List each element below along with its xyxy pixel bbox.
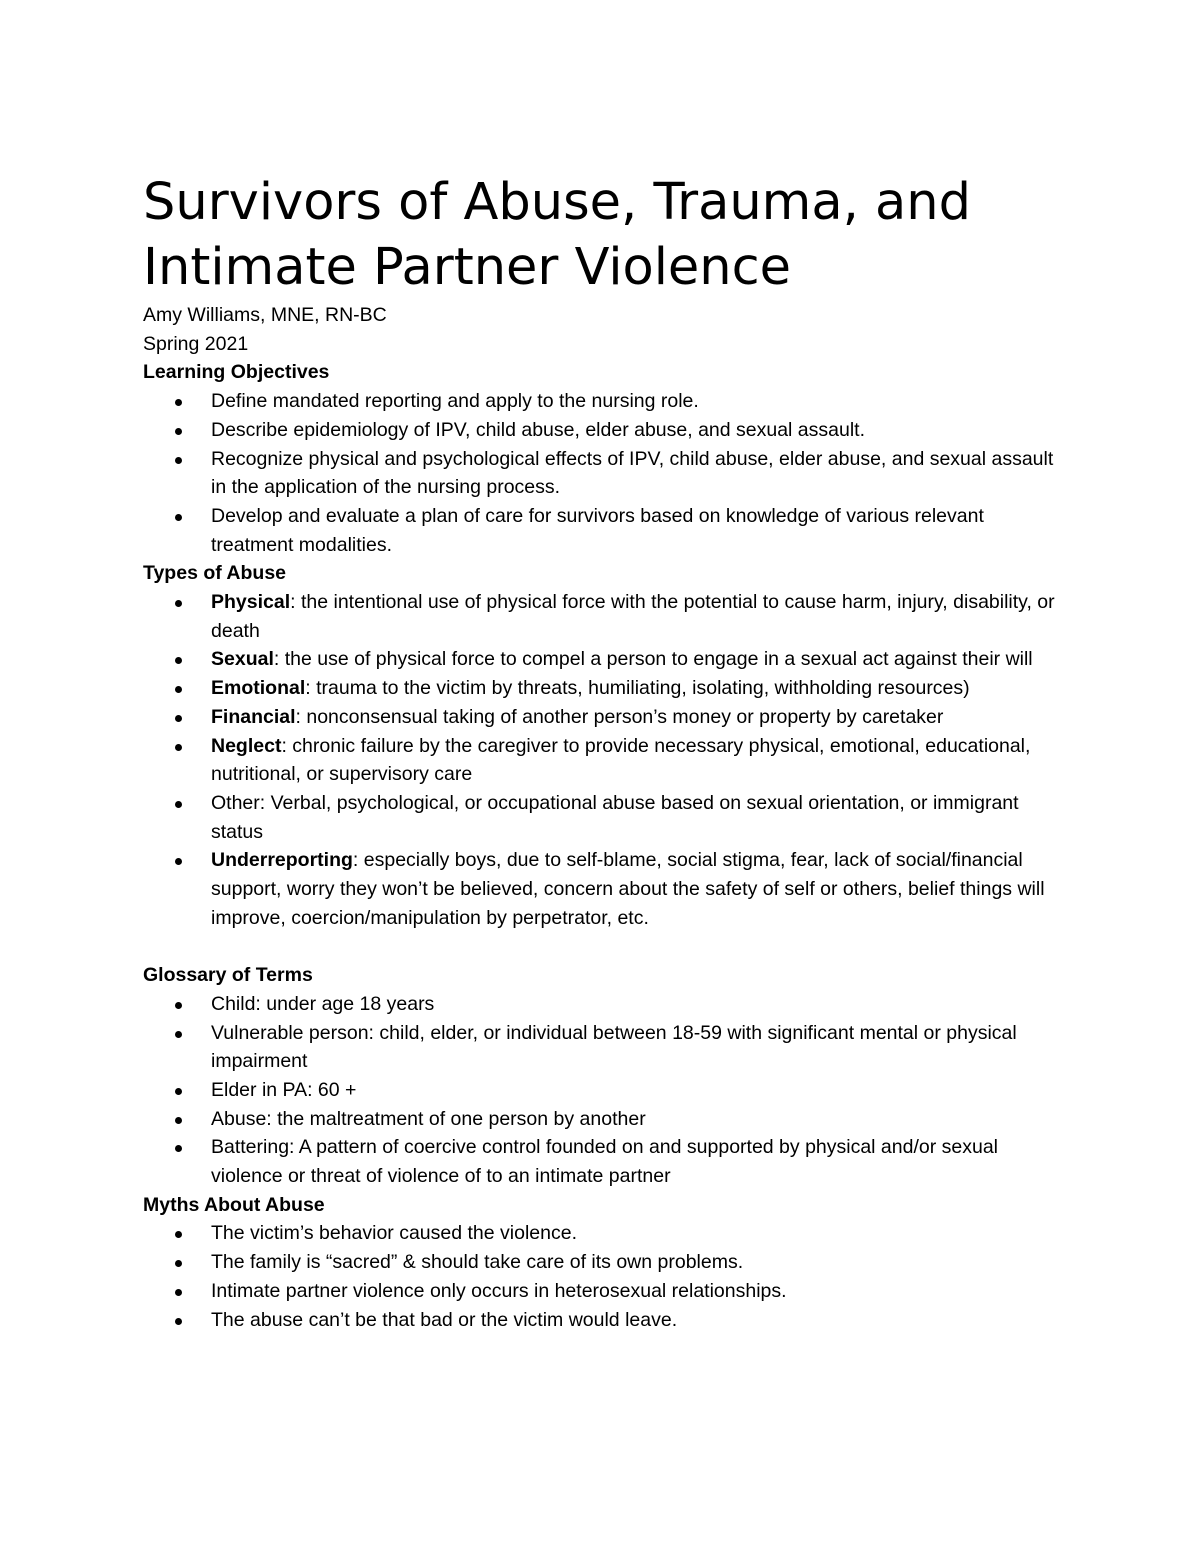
bullet-icon: [175, 1318, 182, 1325]
list-item: Battering: A pattern of coercive control founded on and supported by physical and/or sexual violence or threat of violence of to an intimate partner: [143, 1133, 1063, 1190]
list-item: Describe epidemiology of IPV, child abuse, elder abuse, and sexual assault.: [143, 416, 1063, 445]
learning-objectives-list: [143, 387, 1063, 559]
list-item: [143, 703, 1063, 732]
term-label: Emotional: [211, 677, 306, 700]
list-item: [143, 645, 1063, 674]
term-label: Underreporting: [211, 849, 353, 872]
bullet-icon: [175, 801, 182, 808]
author-line: Amy Williams, MNE, RN-BC: [143, 304, 387, 326]
glossary-heading: Glossary of Terms: [143, 964, 313, 987]
list-item: Abuse: the maltreatment of one person by another: [143, 1105, 1063, 1134]
list-item: [143, 588, 1063, 645]
term-label: Sexual: [211, 648, 274, 671]
bullet-icon: [175, 514, 182, 521]
list-item: The abuse can’t be that bad or the victim would leave.: [143, 1306, 1063, 1335]
bullet-icon: [175, 858, 182, 865]
bullet-icon: [175, 744, 182, 751]
term-label: Physical: [211, 591, 291, 614]
bullet-icon: [175, 715, 182, 722]
term-definition: : the intentional use of physical force with the potential to cause harm, injury, disability, or death: [211, 591, 1055, 642]
list-item: Elder in PA: 60 +: [143, 1076, 1063, 1105]
title-line-1: Survivors of Abuse, Trauma, and: [143, 173, 971, 232]
list-item: [143, 846, 1063, 932]
list-item: Develop and evaluate a plan of care for survivors based on knowledge of various relevant treatment modalities.: [143, 502, 1063, 559]
bullet-icon: [175, 686, 182, 693]
bullet-icon: [175, 1031, 182, 1038]
glossary-list: [143, 990, 1063, 1191]
list-item: Child: under age 18 years: [143, 990, 1063, 1019]
document-page: [143, 170, 1063, 1334]
title-line-2: Intimate Partner Violence: [143, 238, 792, 297]
list-item: The family is “sacred” & should take care of its own problems.: [143, 1248, 1063, 1277]
list-item: The victim’s behavior caused the violence.: [143, 1219, 1063, 1248]
bullet-icon: [175, 1231, 182, 1238]
term-label: Neglect: [211, 734, 282, 757]
term-definition: : nonconsensual taking of another person’s money or property by caretaker: [295, 705, 944, 728]
list-item: Intimate partner violence only occurs in heterosexual relationships.: [143, 1277, 1063, 1306]
list-item: [143, 732, 1063, 789]
list-item: Vulnerable person: child, elder, or individual between 18-59 with significant mental or physical impairment: [143, 1019, 1063, 1076]
bullet-icon: [175, 657, 182, 664]
term-label: Financial: [211, 705, 296, 728]
bullet-icon: [175, 1088, 182, 1095]
term-definition: : the use of physical force to compel a person to engage in a sexual act against their will: [273, 648, 1033, 671]
document-title: [143, 170, 1063, 300]
term-line: Spring 2021: [143, 332, 249, 355]
types-of-abuse-list: [143, 588, 1063, 932]
bullet-icon: [175, 1117, 182, 1124]
bullet-icon: [175, 399, 182, 406]
myths-list: [143, 1219, 1063, 1334]
bullet-icon: [175, 428, 182, 435]
bullet-icon: [175, 1002, 182, 1009]
bullet-icon: [175, 1260, 182, 1267]
term-definition: : trauma to the victim by threats, humiliating, isolating, withholding resources): [305, 677, 970, 700]
list-item: [143, 674, 1063, 703]
list-item: Recognize physical and psychological effects of IPV, child abuse, elder abuse, and sexual assault in the application of the nursing process.: [143, 445, 1063, 502]
myths-heading: Myths About Abuse: [143, 1193, 325, 1216]
bullet-icon: [175, 1289, 182, 1296]
term-definition: : especially boys, due to self-blame, social stigma, fear, lack of social/financial support, worry they won’t be believed, concern about the safety of self or others, belief things will improve, coercion/manipulation by perpetrator, etc.: [211, 849, 1045, 929]
bullet-icon: [175, 600, 182, 607]
bullet-icon: [175, 457, 182, 464]
term-definition: : chronic failure by the caregiver to provide necessary physical, emotional, educational, nutritional, or supervisory care: [211, 734, 1031, 786]
list-item: [143, 789, 1063, 846]
list-item: Define mandated reporting and apply to the nursing role.: [143, 387, 1063, 416]
types-of-abuse-heading: Types of Abuse: [143, 562, 287, 585]
term-definition: Other: Verbal, psychological, or occupational abuse based on sexual orientation, or immigrant status: [211, 791, 1019, 843]
bullet-icon: [175, 1145, 182, 1152]
learning-objectives-heading: Learning Objectives: [143, 361, 330, 384]
